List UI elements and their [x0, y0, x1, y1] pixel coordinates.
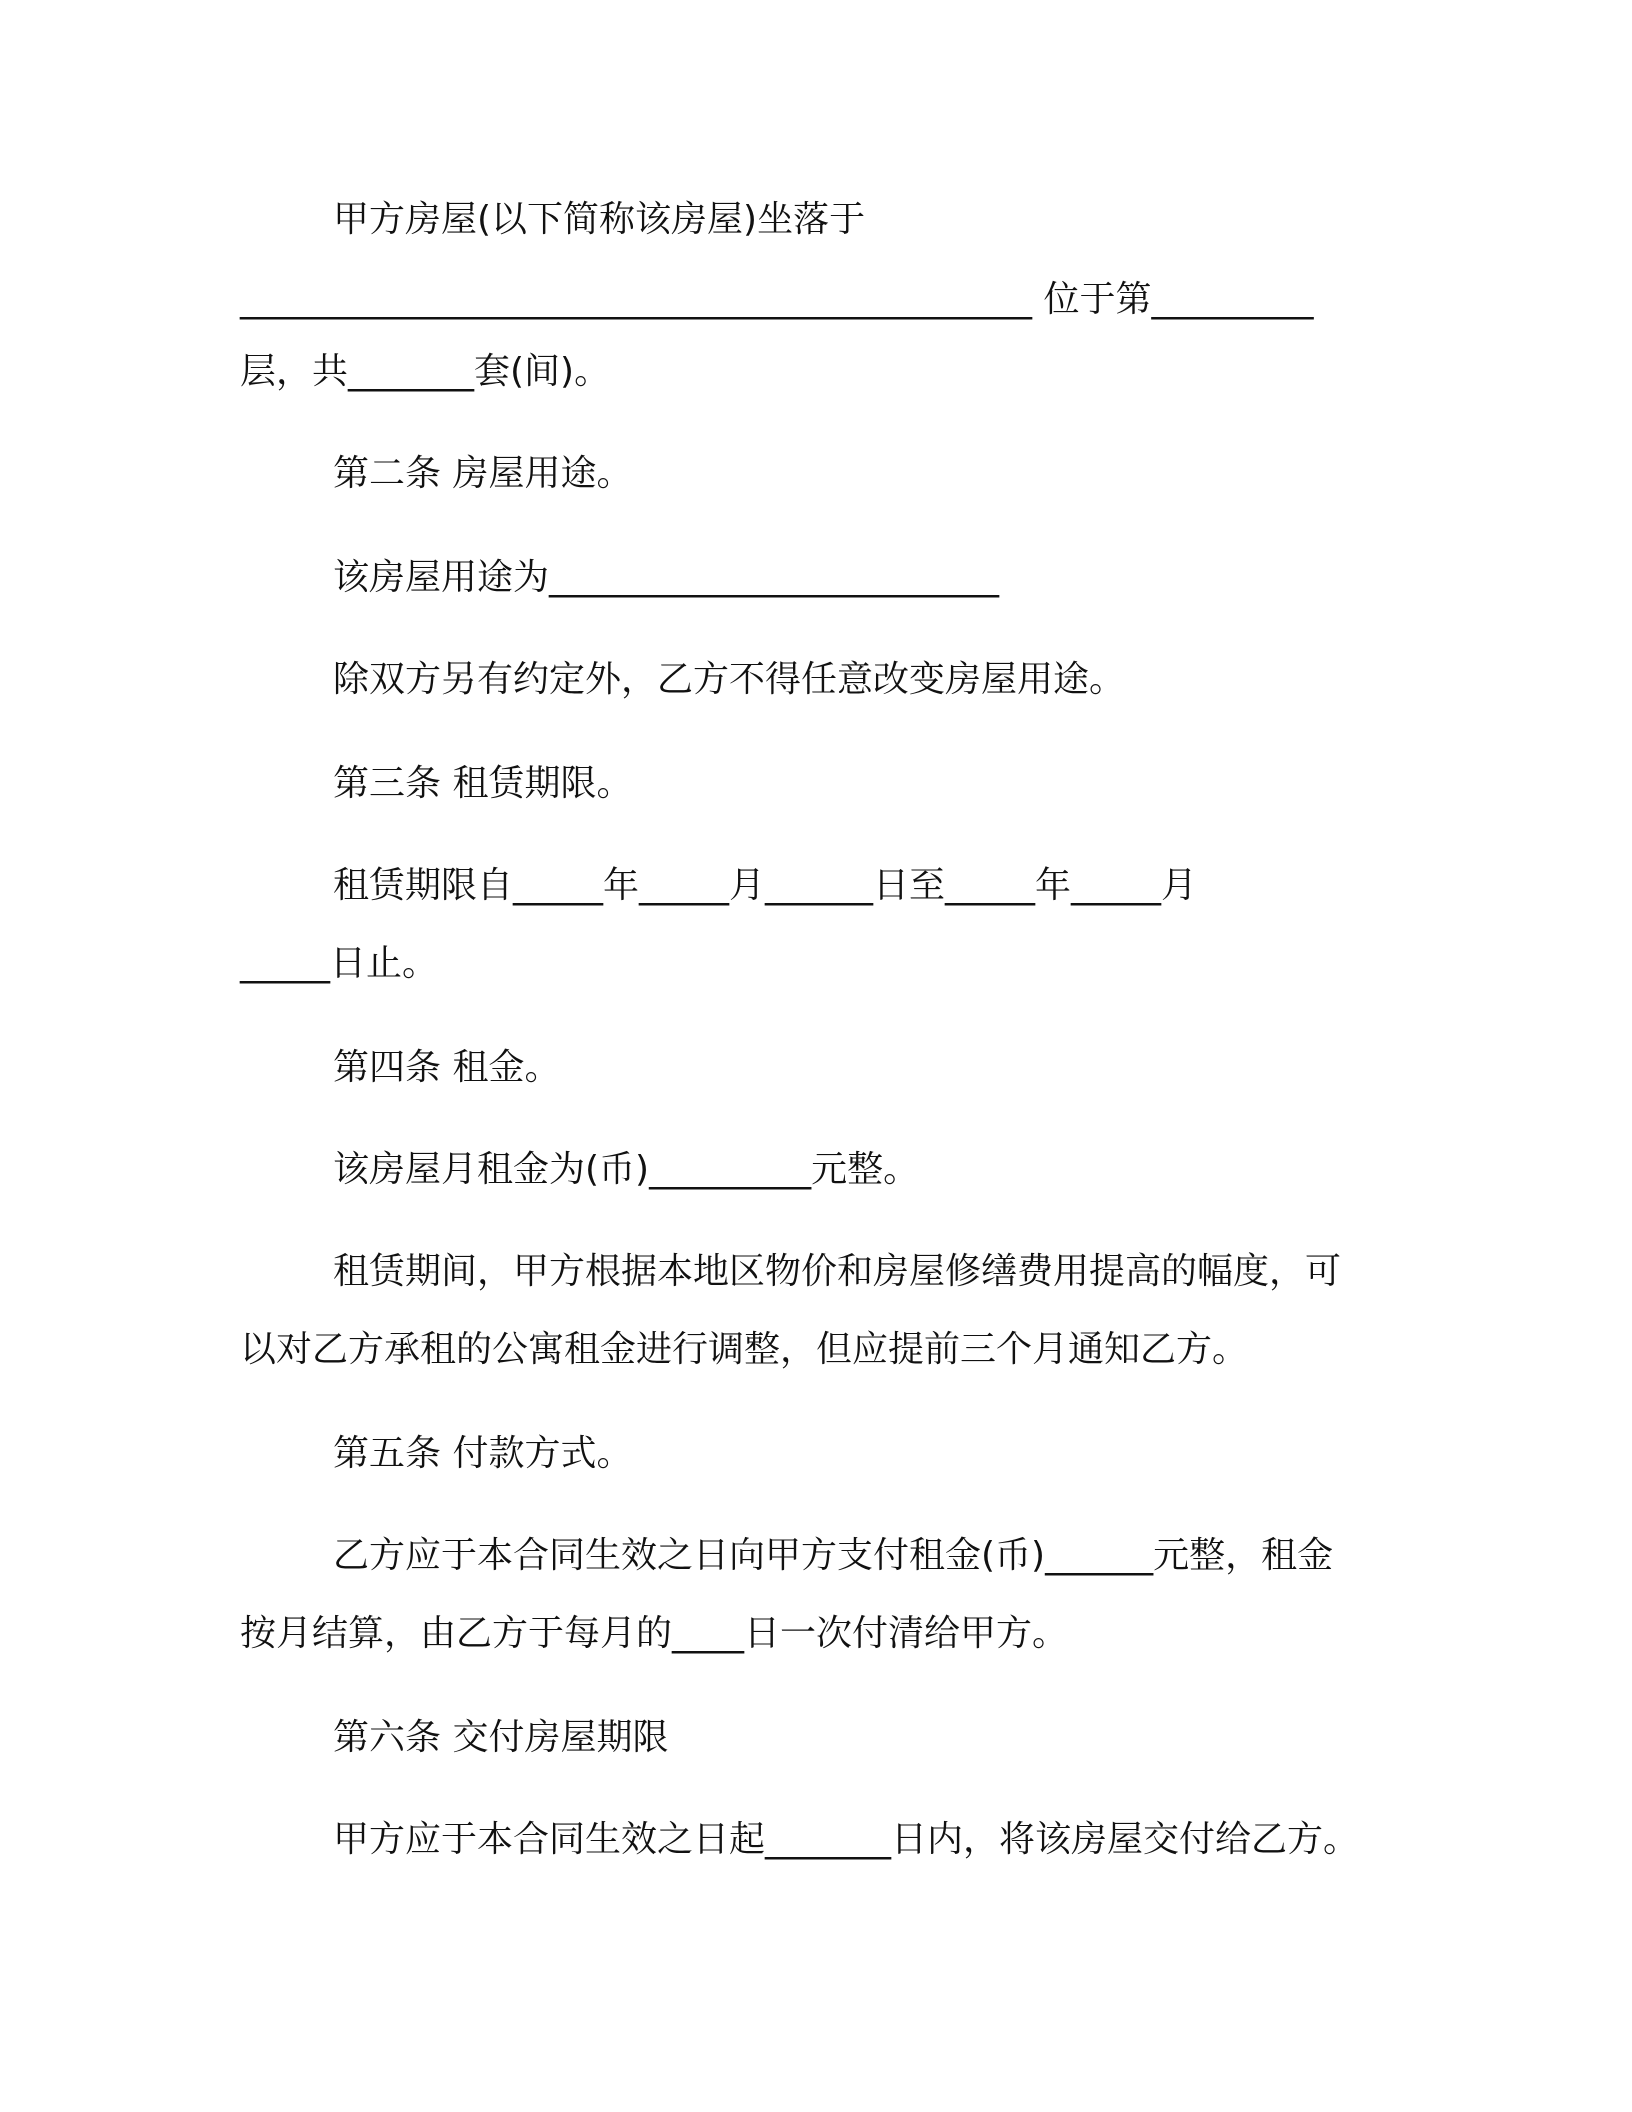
- room-count-line: 层，共_______套(间)。: [240, 351, 611, 392]
- usage-line: 该房屋用途为_________________________: [333, 557, 1000, 598]
- usage-restriction-line: 除双方另有约定外，乙方不得任意改变房屋用途。: [333, 659, 1126, 700]
- article-5-heading: 第五条 付款方式。: [333, 1433, 633, 1474]
- article-4-heading: 第四条 租金。: [333, 1047, 561, 1088]
- monthly-rent-line: 该房屋月租金为(币)_________元整。: [333, 1149, 920, 1190]
- article-6-heading: 第六条 交付房屋期限: [333, 1717, 669, 1758]
- article-2-heading: 第二条 房屋用途。: [333, 453, 633, 494]
- article-3-heading: 第三条 租赁期限。: [333, 763, 633, 804]
- rent-adjustment-line-2: 以对乙方承租的公寓租金进行调整，但应提前三个月通知乙方。: [240, 1329, 1249, 1370]
- lease-term-line-2: _____日止。: [240, 943, 439, 984]
- payment-line-1: 乙方应于本合同生效之日向甲方支付租金(币)______元整，租金: [333, 1535, 1334, 1576]
- payment-line-2: 按月结算，由乙方于每月的____日一次付清给甲方。: [240, 1613, 1069, 1654]
- delivery-line: 甲方应于本合同生效之日起_______日内，将该房屋交付给乙方。: [333, 1819, 1360, 1860]
- floor-position-line: ____________________________________________ 位于第_________: [240, 279, 1314, 320]
- property-location-line: 甲方房屋(以下简称该房屋)坐落于: [333, 199, 866, 240]
- rent-adjustment-line-1: 租赁期间，甲方根据本地区物价和房屋修缮费用提高的幅度，可: [333, 1251, 1342, 1292]
- lease-term-line-1: 租赁期限自_____年_____月______日至_____年_____月: [333, 865, 1198, 906]
